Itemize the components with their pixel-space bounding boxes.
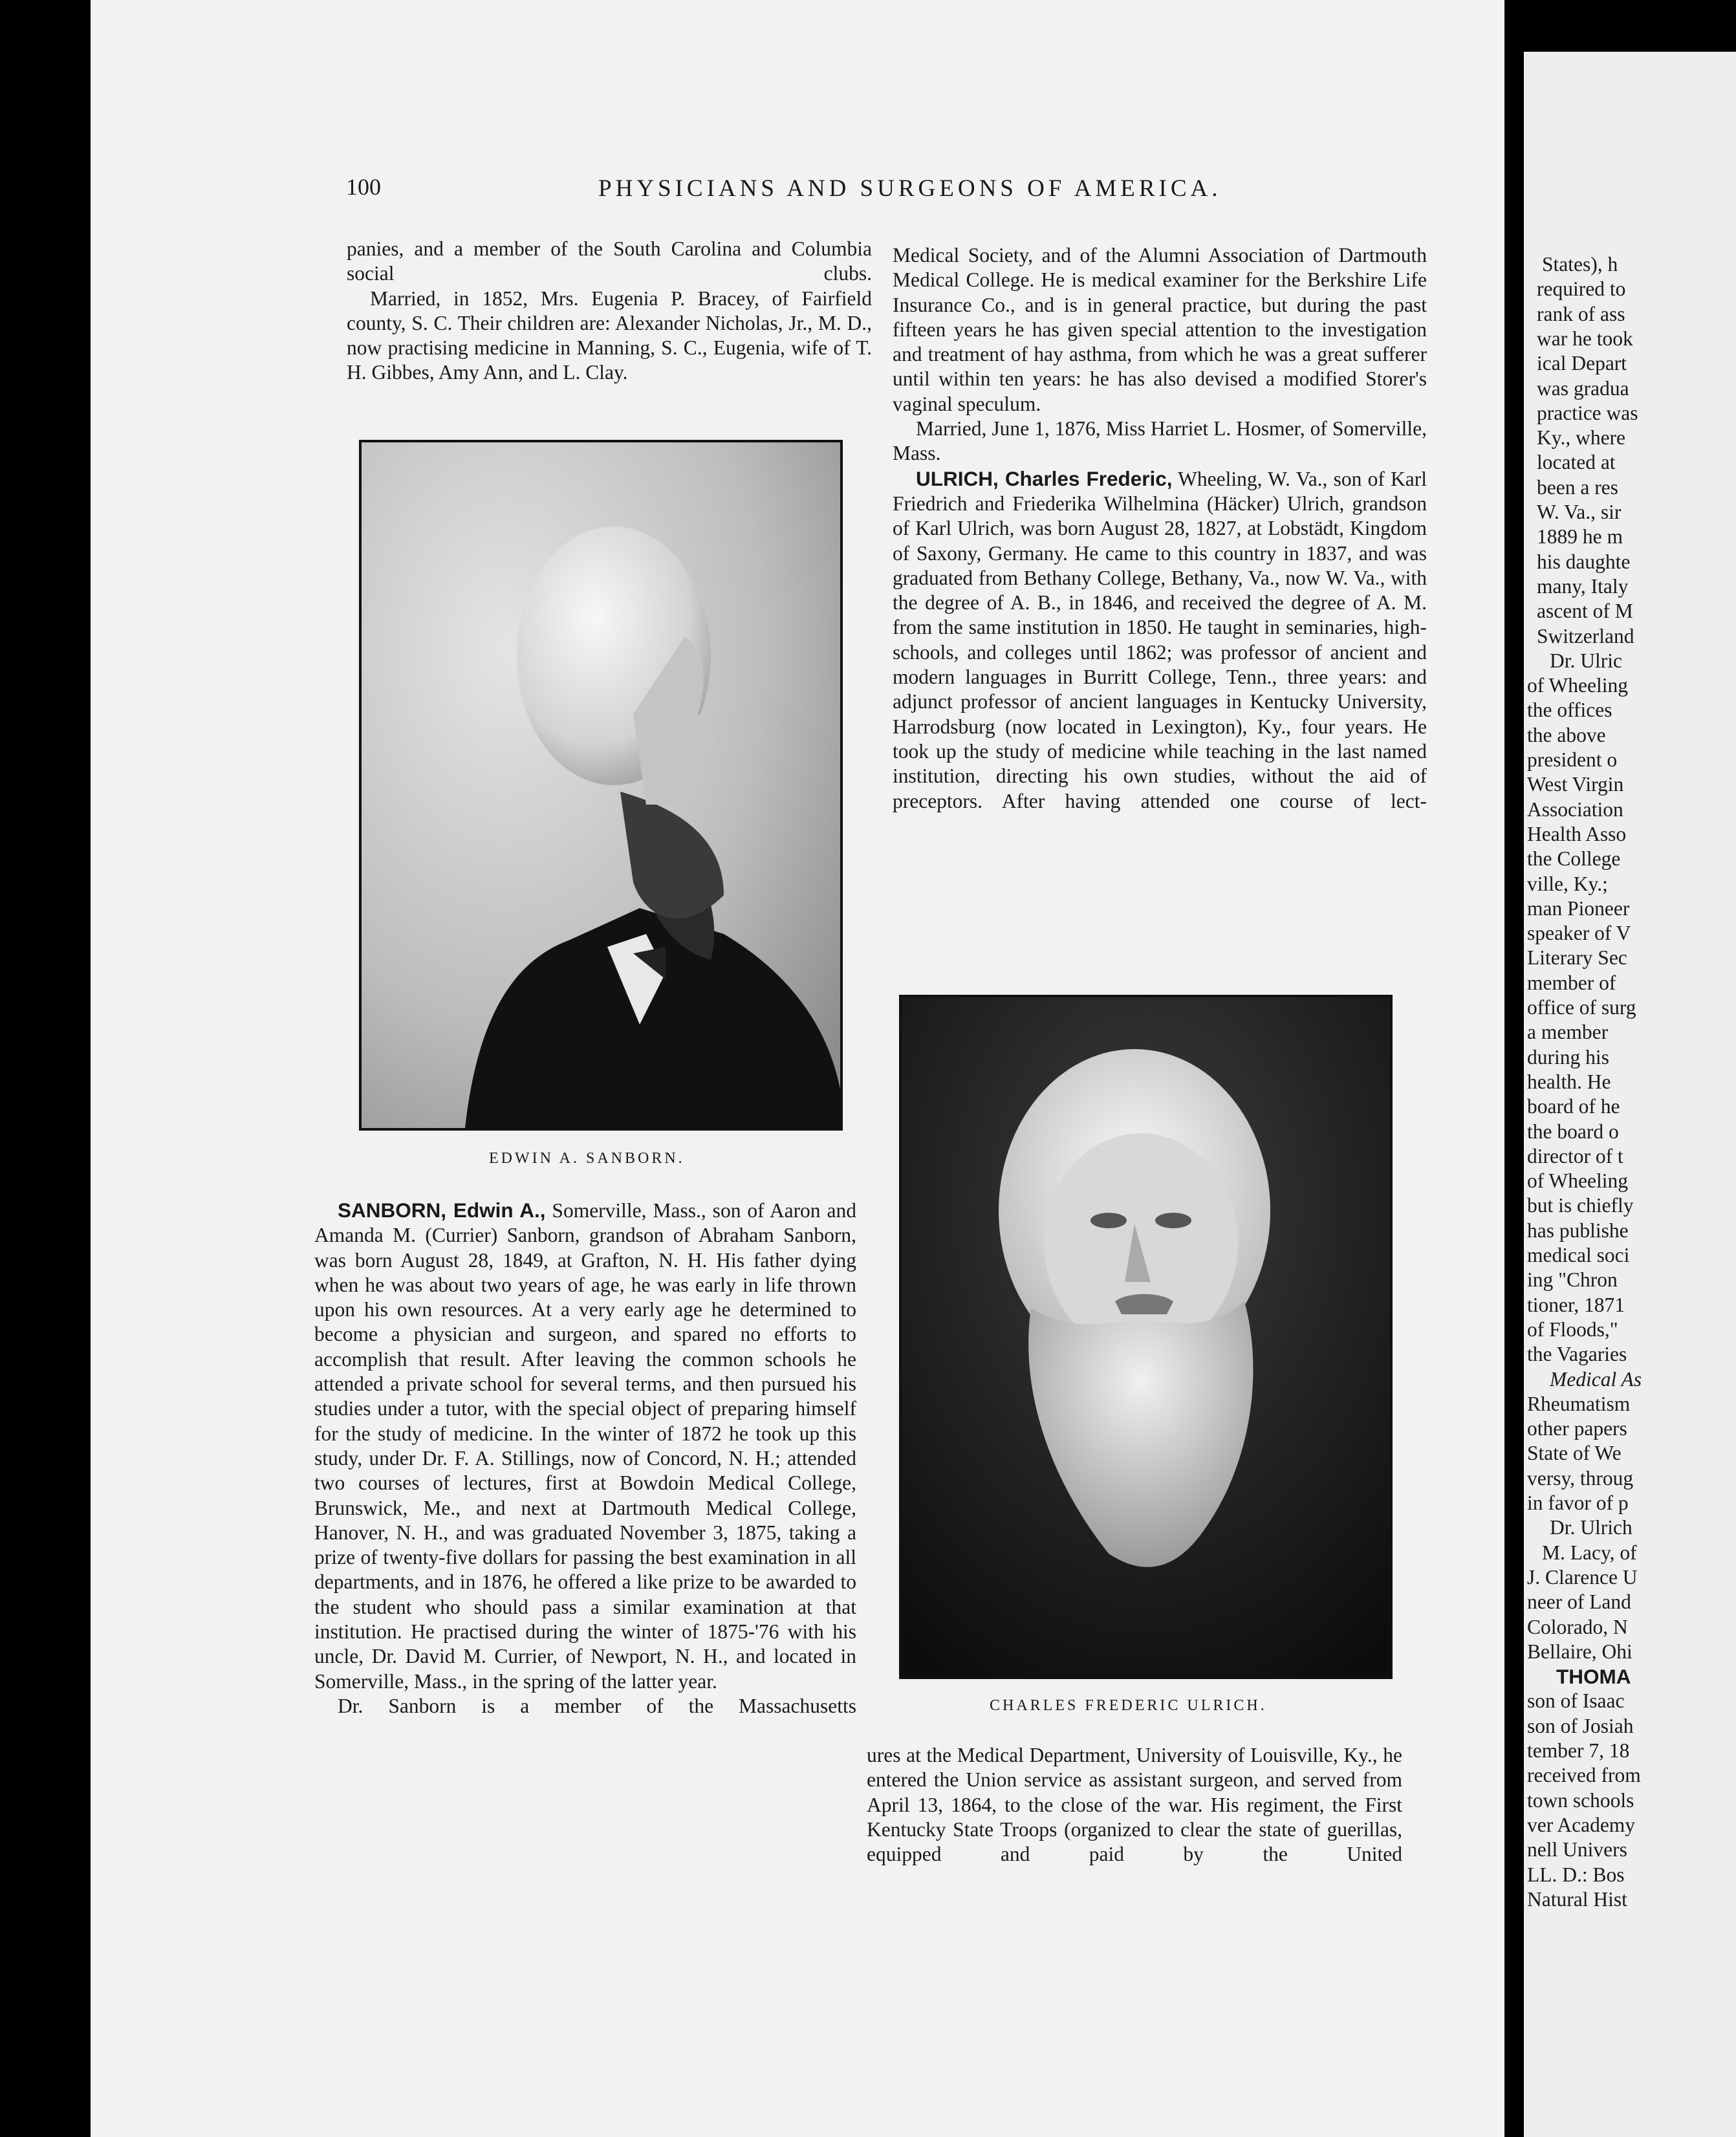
sanborn-entry xyxy=(314,1198,856,1694)
text-fragment: many, Italy xyxy=(1537,574,1629,598)
text-fragment: his daughte xyxy=(1537,550,1631,573)
text-fragment: Association xyxy=(1527,797,1623,821)
text-fragment: nell Univers xyxy=(1527,1838,1627,1861)
text-fragment: board of he xyxy=(1527,1095,1620,1118)
text-fragment: office of surg xyxy=(1527,996,1636,1019)
text-fragment: J. Clarence U xyxy=(1527,1565,1638,1589)
text-fragment: LL. D.: Bos xyxy=(1527,1863,1625,1886)
entry-text: Somerville, Mass., son of Aaron and Amanda M. (Currier) Sanborn, grandson of Abraham Sanborn, was born August 28, 1849, at Grafton, N. H. His father dying when he was about two years of age, he was early in life thrown upon his own resources. At a very early age he determined to become a physician and surgeon, and spared no efforts to accomplish that result. After leaving the common schools he attended a private school for several terms, and then pursued his studies under a tutor, with the special object of preparing himself for the study of medicine. In the winter of 1872 he took up this study, under Dr. F. A. Stillings, now of Concord, N. H.; attended two courses of lectures, first at Bowdoin Medical College, Brunswick, Me., and next at Dartmouth Medical College, Hanover, N. H., and was graduated November 3, 1875, taking a prize of twenty-five dollars for passing the best examination in all departments, and in 1876, he offered a like prize to be awarded to the student who should pass a similar examination at that institution. He practised during the winter of 1875-'76 with his uncle, Dr. David M. Currier, of Newport, N. H., and located in Somerville, Mass., in the spring of the latter year. xyxy=(314,1199,856,1693)
text-fragment: the above xyxy=(1527,723,1606,746)
text-fragment: Natural Hist xyxy=(1527,1887,1627,1911)
text-fragment: rank of ass xyxy=(1537,302,1625,325)
text-fragment: Bellaire, Ohi xyxy=(1527,1640,1633,1663)
entry-heading-fragment: THOMA xyxy=(1556,1665,1631,1689)
text-fragment: versy, throug xyxy=(1527,1466,1634,1490)
text-fragment: other papers xyxy=(1527,1417,1627,1440)
portrait-edwin-sanborn xyxy=(359,440,843,1131)
text-fragment: the offices xyxy=(1527,699,1612,722)
text-fragment: 1889 he m xyxy=(1537,525,1623,548)
text-fragment: son of Josiah xyxy=(1527,1714,1634,1737)
page-number: 100 xyxy=(346,174,381,200)
ulrich-entry xyxy=(893,466,1427,814)
text-fragment: ascent of M xyxy=(1537,600,1633,623)
text-fragment: member of xyxy=(1527,971,1616,994)
left-column-top xyxy=(347,237,872,385)
text-fragment: war he took xyxy=(1537,327,1633,350)
portrait-charles-ulrich xyxy=(899,995,1393,1679)
text-fragment: located at xyxy=(1537,451,1616,474)
text-fragment: of Wheeling xyxy=(1527,1169,1628,1193)
entry-text: Wheeling, W. Va., son of Karl Friedrich and Friederika Wilhelmina (Häcker) Ulrich, grandson of Karl Ulrich, was born August 28, 1827, at Lobstädt, Kingdom of Saxony, Germany. He came to this country in 1837, and was graduated from Bethany College, Bethany, Va., now W. Va., with the degree of A. B., in 1846, and received the degree of A. M. from the same institution in 1850. He taught in seminaries, high-schools, and colleges until 1862; was professor of ancient and modern languages in Burritt College, Tenn., three years: and adjunct professor of ancient languages in Kentucky University, Harrodsburg (now located in Lexington), Ky., four years. He took up the study of medicine while teaching in the last named institution, directing his own studies, without the aid of preceptors. After having attended one course of lect- xyxy=(893,467,1427,812)
text-fragment: president o xyxy=(1527,748,1618,771)
text-fragment: Ky., where xyxy=(1537,426,1626,450)
left-column-bottom xyxy=(314,1198,856,1719)
text-fragment: Dr. Ulrich xyxy=(1550,1516,1633,1539)
text-fragment: but is chiefly xyxy=(1527,1194,1634,1217)
text-fragment: son of Isaac xyxy=(1527,1689,1625,1713)
text-fragment: man Pioneer xyxy=(1527,896,1630,920)
text-fragment: the Vagaries xyxy=(1527,1343,1627,1366)
text-fragment: Dr. Ulric xyxy=(1550,649,1622,672)
entry-heading: SANBORN, Edwin A., xyxy=(338,1199,546,1222)
text-fragment: the College xyxy=(1527,847,1621,871)
text-fragment: Colorado, N xyxy=(1527,1615,1628,1638)
middle-column-bottom xyxy=(867,1743,1402,1867)
text-fragment: M. Lacy, of xyxy=(1542,1541,1637,1564)
text-fragment: Medical As xyxy=(1550,1367,1642,1391)
text-fragment: neer of Land xyxy=(1527,1590,1631,1614)
text-fragment: during his xyxy=(1527,1045,1609,1068)
text-fragment: of Floods," xyxy=(1527,1318,1618,1341)
text-fragment: a member xyxy=(1527,1021,1609,1044)
text-fragment: medical soci xyxy=(1527,1244,1630,1266)
paragraph: Married, June 1, 1876, Miss Harriet L. Hosmer, of Somerville, Mass. xyxy=(893,417,1427,465)
paragraph: Dr. Sanborn is a member of the Massachusetts xyxy=(338,1694,856,1717)
text-fragment: received from xyxy=(1527,1764,1641,1787)
text-fragment: ing "Chron xyxy=(1527,1268,1618,1292)
text-fragment: in favor of p xyxy=(1527,1492,1629,1514)
text-fragment: State of We xyxy=(1527,1442,1622,1465)
photo-caption: EDWIN A. SANBORN. xyxy=(489,1150,685,1167)
text-fragment: tember 7, 18 xyxy=(1527,1739,1630,1762)
text-fragment: ical Depart xyxy=(1537,352,1627,375)
paragraph: Married, in 1852, Mrs. Eugenia P. Bracey, of Fairfield county, S. C. Their children are: Alexander Nicholas, Jr., M. D., now practising medicine in Manning, S. C., Eugenia, wife of T. H. Gibbes, Amy Ann, and L. Clay. xyxy=(347,287,872,384)
text-fragment: States), h xyxy=(1542,253,1618,276)
text-fragment: town schools xyxy=(1527,1788,1634,1812)
text-fragment: tioner, 1871 xyxy=(1527,1293,1625,1316)
text-fragment: West Virgin xyxy=(1527,773,1624,796)
text-fragment: Health Asso xyxy=(1527,822,1627,845)
text-fragment: has publishe xyxy=(1527,1219,1629,1242)
middle-column-top xyxy=(893,243,1427,814)
right-column-fragments xyxy=(1524,252,1736,2031)
text-fragment: the board o xyxy=(1527,1120,1619,1143)
text-fragment: practice was xyxy=(1537,401,1638,424)
running-title: PHYSICIANS AND SURGEONS OF AMERICA. xyxy=(598,175,1222,202)
text-fragment: ver Academy xyxy=(1527,1813,1636,1836)
text-fragment: required to xyxy=(1537,277,1626,301)
paragraph: panies, and a member of the South Carolina and Columbia social clubs. xyxy=(347,237,872,285)
text-fragment: speaker of V xyxy=(1527,922,1631,945)
portrait-image xyxy=(902,997,1390,1676)
portrait-image xyxy=(362,442,840,1128)
paragraph: Medical Society, and of the Alumni Association of Dartmouth Medical College. He is medical examiner for the Berkshire Life Insurance Co., and is in general practice, but during the past fifteen years he has given special attention to the investigation and treatment of hay asthma, from which he was a great sufferer until within ten years: he has also devised a modified Storer's vaginal speculum. xyxy=(893,244,1427,415)
text-fragment: was gradua xyxy=(1537,376,1629,400)
text-fragment: ville, Ky.; xyxy=(1527,872,1608,895)
text-fragment: been a res xyxy=(1537,475,1618,499)
text-fragment: Rheumatism xyxy=(1527,1392,1631,1415)
text-fragment: of Wheeling xyxy=(1527,674,1628,697)
text-fragment: director of t xyxy=(1527,1144,1623,1167)
text-fragment: Switzerland xyxy=(1537,624,1634,647)
photo-caption: CHARLES FREDERIC ULRICH. xyxy=(990,1697,1267,1714)
text-fragment: Literary Sec xyxy=(1527,946,1627,970)
text-fragment: W. Va., sir xyxy=(1537,501,1622,523)
text-fragment: health. He xyxy=(1527,1070,1611,1093)
entry-heading: ULRICH, Charles Frederic, xyxy=(916,466,1173,490)
paragraph: ures at the Medical Department, University of Louisville, Ky., he entered the Union service as assistant surgeon, and served from April 13, 1864, to the close of the war. His regiment, the First Kentucky State Troops (organized to clear the state of guerillas, equipped and paid by the United xyxy=(867,1744,1402,1866)
